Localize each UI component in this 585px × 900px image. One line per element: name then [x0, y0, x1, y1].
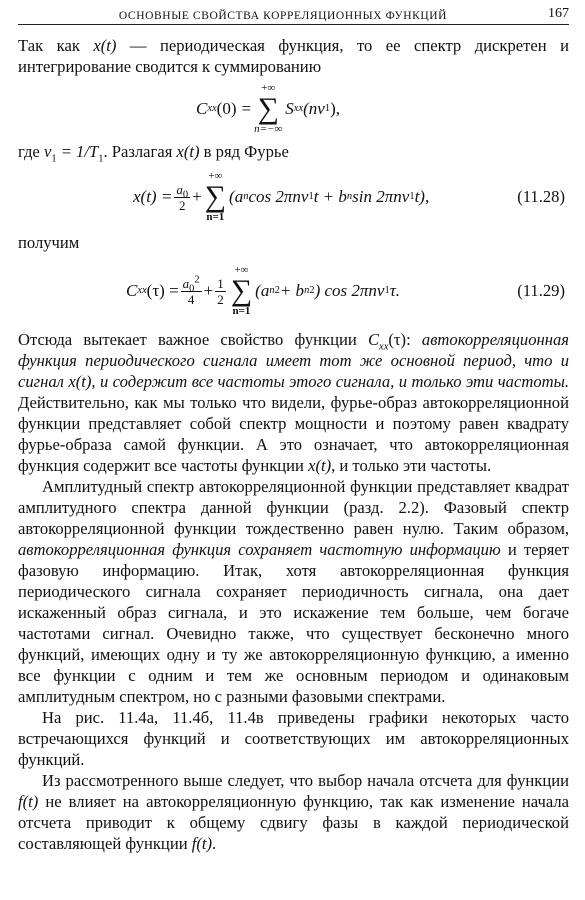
- page-header: [18, 0, 569, 25]
- summation-sign: +∞ ∑ n=1: [230, 264, 253, 317]
- equation-11-29: C xx (τ) = $\frac{a_0^2}{4}$ + $\frac{1}{2}$ +∞ ∑ n=1 (a n 2 + b n 2 ) cos 2πnν 1 τ. (11.29): [18, 253, 569, 329]
- get-line: получим: [18, 233, 80, 252]
- summation-sign: +∞ ∑ n=−∞: [254, 82, 283, 135]
- summation-sign: +∞ ∑ n=1: [204, 170, 227, 223]
- fraction-a0sq-over-4: $\frac{a_0^2}{4}$: [182, 274, 200, 307]
- intro-paragraph: Так как x(t) — периодическая функция, то ее спектр дискретен и интегрирование сводится к суммированию: [18, 36, 569, 76]
- where-paragraph: где $\nu_1 = 1/T_1$. Разлагая x(t) в ряд Фурье: [18, 142, 289, 165]
- paragraph-figure-reference: На рис. 11.4а, 11.4б, 11.4в приведены графики некоторых часто встречающихся функций и соответствующих им автокорреляционных функций.: [18, 708, 569, 769]
- running-title: ОСНОВНЫЕ СВОЙСТВА КОРРЕЛЯЦИОННЫХ ФУНКЦИЙ: [118, 10, 448, 22]
- fraction-a0-over-2: $\frac{a_0}{2}$: [176, 181, 189, 213]
- equation-number: (11.29): [517, 281, 565, 300]
- paragraph-property: Отсюда вытекает важное свойство функции $C_{xx}(\tau)$: автокорреляционная функция периодического сигнала имеет тот же основной период, что и сигнал x(t), и содержит все частоты этого сигнала, и только эти частоты. Действительно, как мы только что видели, фурье-образ автокорреляционной функции представляет собой спектр мощности и поэтому равен квадрату фурье-образа самой функции. А это означает, что автокорреляционная функция содержит все частоты функции x(t), и только эти частоты.: [18, 330, 569, 475]
- paragraph-origin-choice: Из рассмотренного выше следует, что выбор начала отсчета для функции f(t) не влияет на автокорреляционную функцию, так как изменение начала отсчета приводит к общему сдвигу фазы в каждой периодической составляющей функции f(t).: [18, 771, 569, 853]
- fraction-one-half: $\frac{1}{2}$: [217, 275, 224, 307]
- emphasized-statement: автокорреляционная функция периодического сигнала имеет тот же основной период, что и сигнал: [18, 330, 569, 391]
- equation-11-28: x(t) = $\frac{a_0}{2}$ + +∞ ∑ n=1 (a n cos 2πnν 1 t + b n sin 2πnν 1 t), (11.28): [18, 162, 569, 232]
- emphasized-statement: автокорреляционная функция сохраняет частотную информацию: [18, 540, 501, 559]
- page-number: 167: [548, 6, 569, 21]
- equation-number: (11.28): [517, 187, 565, 206]
- math-x-of-t: x(t): [93, 36, 117, 55]
- equation-autocorr-zero: C xx (0) = +∞ ∑ n=−∞ S xx (nν 1 ),: [196, 82, 340, 135]
- paragraph-amplitude-spectrum: Амплитудный спектр автокорреляционной функции представляет квадрат амплитудного спектра данной функции (разд. 2.2). Фазовый спектр автокорреляционной функции тождественно равен нулю. Таким образом, автокорреляционная функция сохраняет частотную информацию и теряет фазовую информацию. Итак, хотя автокорреляционная функция периодического сигнала сохраняет периодичность сигнала, она дает искаженный образ сигнала, и это искажение тем больше, чем богаче частотами сигнал. Очевидно также, что существует бесконечно много функций, имеющих одну и ту же автокорреляционную функцию, а именно все функции с одним и тем же основным периодом и одинаковым амплитудным спектром, но с разными фазовыми спектрами.: [18, 477, 570, 706]
